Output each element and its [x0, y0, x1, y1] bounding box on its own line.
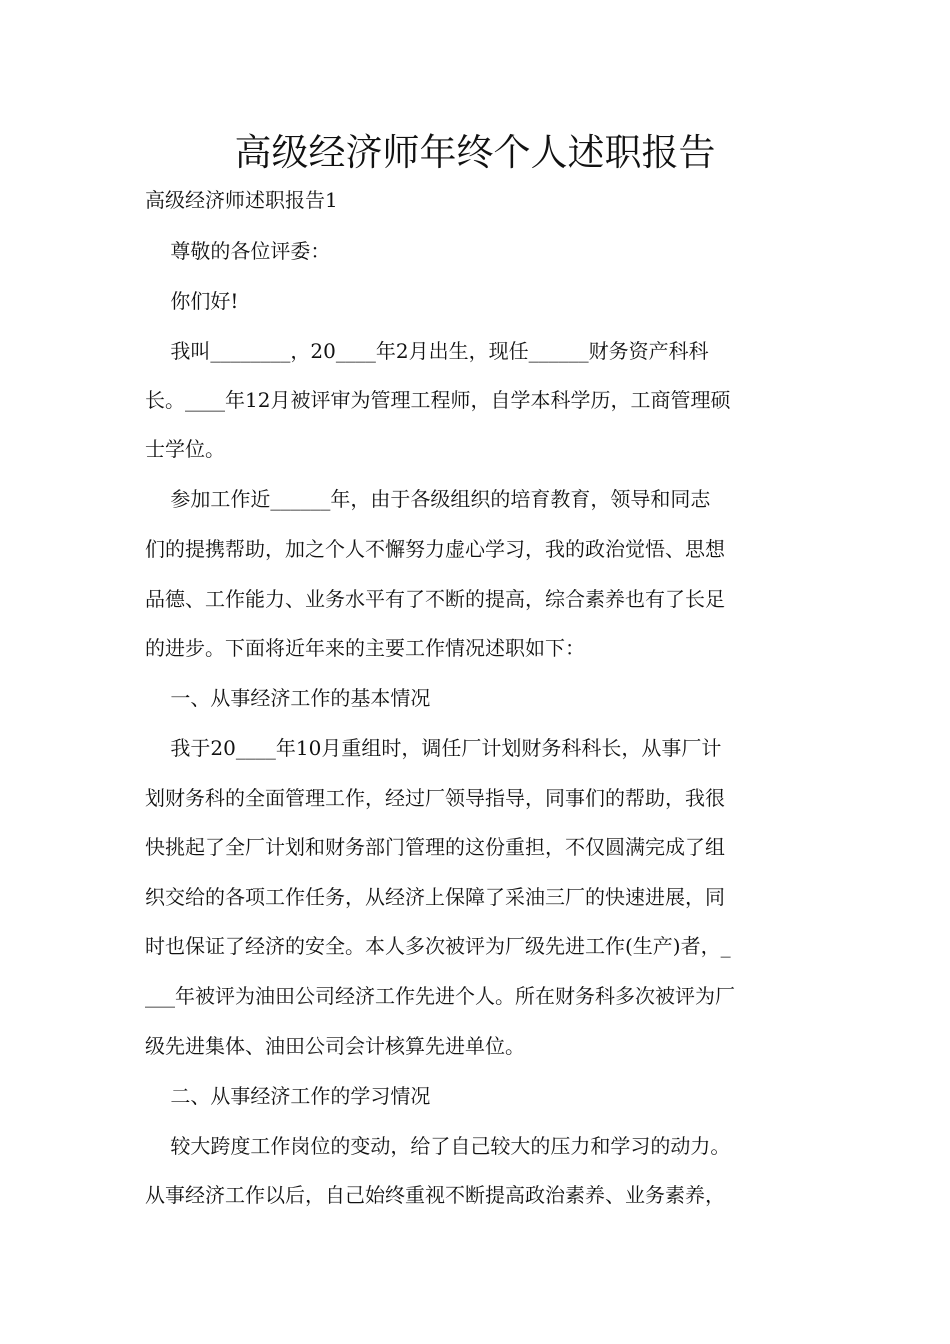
text-line: 们的提携帮助，加之个人不懈努力虚心学习，我的政治觉悟、思想: [145, 537, 725, 561]
text-line: 我叫________，20____年2月出生，现任______财务资产科科: [145, 339, 709, 363]
text-line: 你们好!: [145, 289, 239, 313]
text-line: 快挑起了全厂计划和财务部门管理的这份重担，不仅圆满完成了组: [145, 835, 725, 859]
section-heading: 二、从事经济工作的学习情况: [145, 1084, 431, 1108]
text-line: 织交给的各项工作任务，从经济上保障了采油三厂的快速进展，同: [145, 885, 725, 909]
text-line: 级先进集体、油田公司会计核算先进单位。: [145, 1034, 525, 1058]
text-line: 时也保证了经济的安全。本人多次被评为厂级先进工作(生产)者，_: [145, 934, 731, 958]
subtitle-line: 高级经济师述职报告1: [145, 188, 338, 212]
text-line: ___年被评为油田公司经济工作先进个人。所在财务科多次被评为厂: [145, 984, 735, 1008]
text-line: 士学位。: [145, 437, 225, 461]
text-line: 尊敬的各位评委：: [145, 239, 331, 263]
text-line: 长。____年12月被评审为管理工程师，自学本科学历，工商管理硕: [145, 388, 731, 412]
text-line: 划财务科的全面管理工作，经过厂领导指导，同事们的帮助，我很: [145, 786, 725, 810]
text-line: 从事经济工作以后，自己始终重视不断提高政治素养、业务素养，: [145, 1183, 725, 1207]
text-line: 品德、工作能力、业务水平有了不断的提高，综合素养也有了长足: [145, 587, 725, 611]
section-heading: 一、从事经济工作的基本情况: [145, 686, 431, 710]
text-line: 的进步。下面将近年来的主要工作情况述职如下：: [145, 636, 585, 660]
text-line: 参加工作近______年，由于各级组织的培育教育，领导和同志: [145, 487, 711, 511]
document-title: 高级经济师年终个人述职报告: [234, 131, 716, 174]
text-line: 我于20____年10月重组时，调任厂计划财务科科长，从事厂计: [145, 736, 722, 760]
text-line: 较大跨度工作岗位的变动，给了自己较大的压力和学习的动力。: [145, 1134, 731, 1158]
